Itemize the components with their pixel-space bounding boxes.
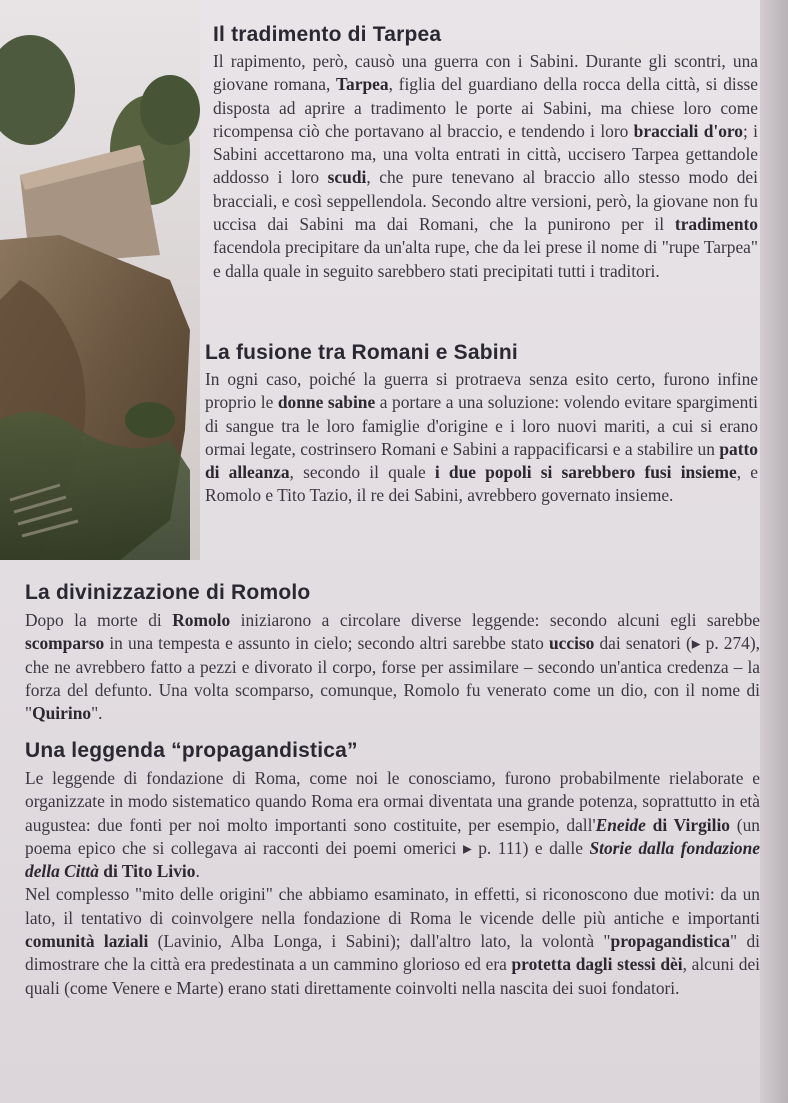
section-paragraph-propaganda-1: Le leggende di fondazione di Roma, come noi le conosciamo, furono probabilmente rielaborate e organizzate in modo sistematico quando Roma era ormai diventata una grande potenza, soprattutto in età augustea: due fonti per noi molto importanti sono costituite, per esempio, dall'Eneide di Virgilio (un poema epico che si collegava ai racconti dei poemi omerici ▸ p. 111) e dalle Storie dalla fondazione della Città di Tito Livio. — [25, 768, 760, 882]
section-title-divinizzazione: La divinizzazione di Romolo — [25, 581, 311, 604]
page-edge — [760, 0, 788, 1103]
section-paragraph-fusione: In ogni caso, poiché la guerra si protraeva senza esito certo, furono infine proprio le donne sabine a portare a una soluzione: volendo evitare spargimenti di sangue tra le loro famiglie d'origine e i loro nuovi mariti, a cui si erano ormai legate, costrinsero Romani e Sabini a rappacificarsi e a stabilire un patto di alleanza, secondo il quale i due popoli si sarebbero fusi insieme, e Romolo e Tito Tazio, il re dei Sabini, avrebbero governato insieme. — [205, 369, 758, 506]
section-title-propaganda: Una leggenda “propagandistica” — [25, 739, 358, 762]
section-paragraph-tarpea: Il rapimento, però, causò una guerra con i Sabini. Durante gli scontri, una giovane romana, Tarpea, figlia del guardiano della rocca della città, si disse disposta ad aprire a tradimento le porte ai Sabini, ma chiese loro come ricompensa ciò che portavano al braccio, e tendendo i loro bracciali d'oro; i Sabini accettarono ma, una volta entrati in città, uccisero Tarpea gettandole addosso i loro scudi, che pure tenevano al braccio allo stesso modo dei bracciali, e così seppellendola. Secondo altre versioni, però, la giovane non fu uccisa dai Sabini ma dai Romani, che la punirono per il tradimento facendola precipitare da un'alta rupe, che da lei prese il nome di "rupe Tarpea" e dalla quale in seguito sarebbero stati precipitati tutti i traditori. — [213, 51, 758, 281]
section-tarpea — [213, 22, 758, 283]
section-paragraph-propaganda-2: Nel complesso "mito delle origini" che abbiamo esaminato, in effetti, si riconoscono due motivi: da un lato, il tentativo di coinvolgere nella fondazione di Roma le vicende delle più antiche e importanti comunità laziali (Lavinio, Alba Longa, i Sabini); dall'altro lato, la volontà "propagandistica" di dimostrare che la città era predestinata a un cammino glorioso ed era protetta dagli stessi dèi, alcuni dei quali (come Venere e Marte) erano stati direttamente coinvolti nella nascita dei suoi fondatori. — [25, 884, 760, 998]
rock-cliff-photo — [0, 0, 200, 560]
section-divinizzazione — [25, 580, 760, 725]
section-title-fusione: La fusione tra Romani e Sabini — [205, 341, 518, 364]
section-paragraph-divinizzazione: Dopo la morte di Romolo iniziarono a circolare diverse leggende: secondo alcuni egli sarebbe scomparso in una tempesta e assunto in cielo; secondo altri sarebbe stato ucciso dai senatori (▸ p. 274), che ne avrebbero fatto a pezzi e divorato il corpo, forse per assimilare – secondo un'antica credenza – la forza del defunto. Una volta scomparso, comunque, Romolo fu venerato come un dio, con il nome di "Quirino". — [25, 610, 761, 724]
section-fusione — [205, 340, 758, 508]
section-title-tarpea: Il tradimento di Tarpea — [213, 23, 442, 46]
section-propaganda — [25, 738, 760, 1000]
